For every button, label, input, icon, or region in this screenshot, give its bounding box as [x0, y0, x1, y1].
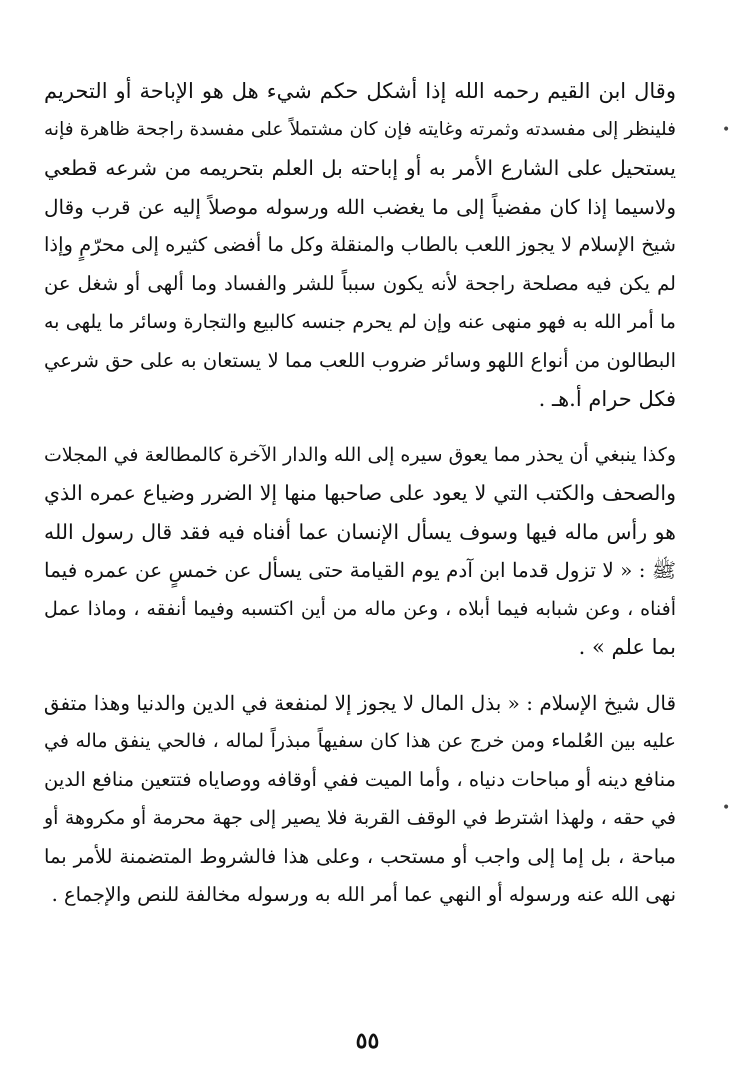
text-line: مباحة ، بل إما إلى واجب أو مستحب ، وعلى هذا فالشروط المتضمنة للأمر بما	[44, 844, 676, 868]
text-line: وكذا ينبغي أن يحذر مما يعوق سيره إلى الله والدار الآخرة كالمطالعة في المجلات	[44, 443, 676, 466]
text-line: والصحف والكتب التي لا يعود على صاحبها منها إلا الضرر وضياع عمره الذي	[44, 481, 676, 505]
text-line: هو رأس ماله فيها وسوف يسأل الإنسان عما أفناه فيه فقد قال رسول الله	[44, 519, 676, 544]
text-line: عليه بين العُلماء ومن خرج عن هذا كان سفيهاً مبذراً لماله ، فالحي ينفق ماله في	[44, 730, 676, 752]
text-line: ولاسيما إذا كان مفضياً إلى ما يغضب الله ورسوله موصلاً إليه عن قرب وقال	[44, 194, 676, 219]
text-line: لم يكن فيه مصلحة راجحة لأنه يكون سبباً للشر والفساد وما ألهى أو شغل عن	[44, 271, 676, 295]
text-line: بما علم » .	[578, 635, 676, 659]
paragraph-sheikh-al-islam	[44, 684, 676, 915]
text-line: ﷺ : « لا تزول قدما ابن آدم يوم القيامة حتى يسأل عن خمسٍ عن عمره فيما	[44, 558, 676, 582]
paragraph-hadith	[44, 436, 676, 667]
text-line: وقال ابن القيم رحمه الله إذا أشكل حكم شيء هل هو الإباحة أو التحريم	[44, 79, 676, 103]
text-line: منافع دينه أو مباحات دنياه ، وأما الميت ففي أوقافه ووصاياه فتتعين منافع الدين	[44, 767, 676, 791]
page-number: ٥٥	[355, 1028, 380, 1054]
text-line: في حقه ، ولهذا اشترط في الوقف القربة فلا يصير إلى جهة محرمة أو مكروهة أو	[44, 807, 676, 829]
text-line: قال شيخ الإسلام : « بذل المال لا يجوز إلا لمنفعة في الدين والدنيا وهذا متفق	[43, 690, 676, 715]
text-line: فلينظر إلى مفسدته وثمرته وغايته فإن كان مشتملاً على مفسدة راجحة ظاهرة فإنه	[44, 118, 676, 140]
text-line: البطالون من أنواع اللهو وسائر ضروب اللعب مما لا يستعان به على حق شرعي	[44, 348, 676, 372]
text-line: يستحيل على الشارع الأمر به أو إباحته بل العلم بتحريمه من شرعه قطعي	[44, 156, 676, 180]
page-body	[44, 72, 676, 915]
paragraph-ibn-qayyim	[44, 72, 676, 419]
text-line: شيخ الإسلام لا يجوز اللعب بالطاب والمنقلة وكل ما أفضى كثيره إلى محرّمٍ وإذا	[44, 233, 676, 256]
margin-mark: •	[722, 122, 731, 138]
text-line: نهى الله عنه ورسوله أو النهي عما أمر الله به ورسوله مخالفة للنص والإجماع .	[51, 883, 676, 906]
text-line: أفناه ، وعن شبابه فيما أبلاه ، وعن ماله من أين اكتسبه وفيما أنفقه ، وماذا عمل	[44, 597, 676, 620]
margin-mark: •	[722, 800, 731, 816]
text-line: ما أمر الله به فهو منهى عنه وإن لم يحرم جنسه كالبيع والتجارة وسائر ما يلهى به	[44, 311, 676, 333]
text-line: فكل حرام أ.هـ .	[538, 387, 676, 411]
